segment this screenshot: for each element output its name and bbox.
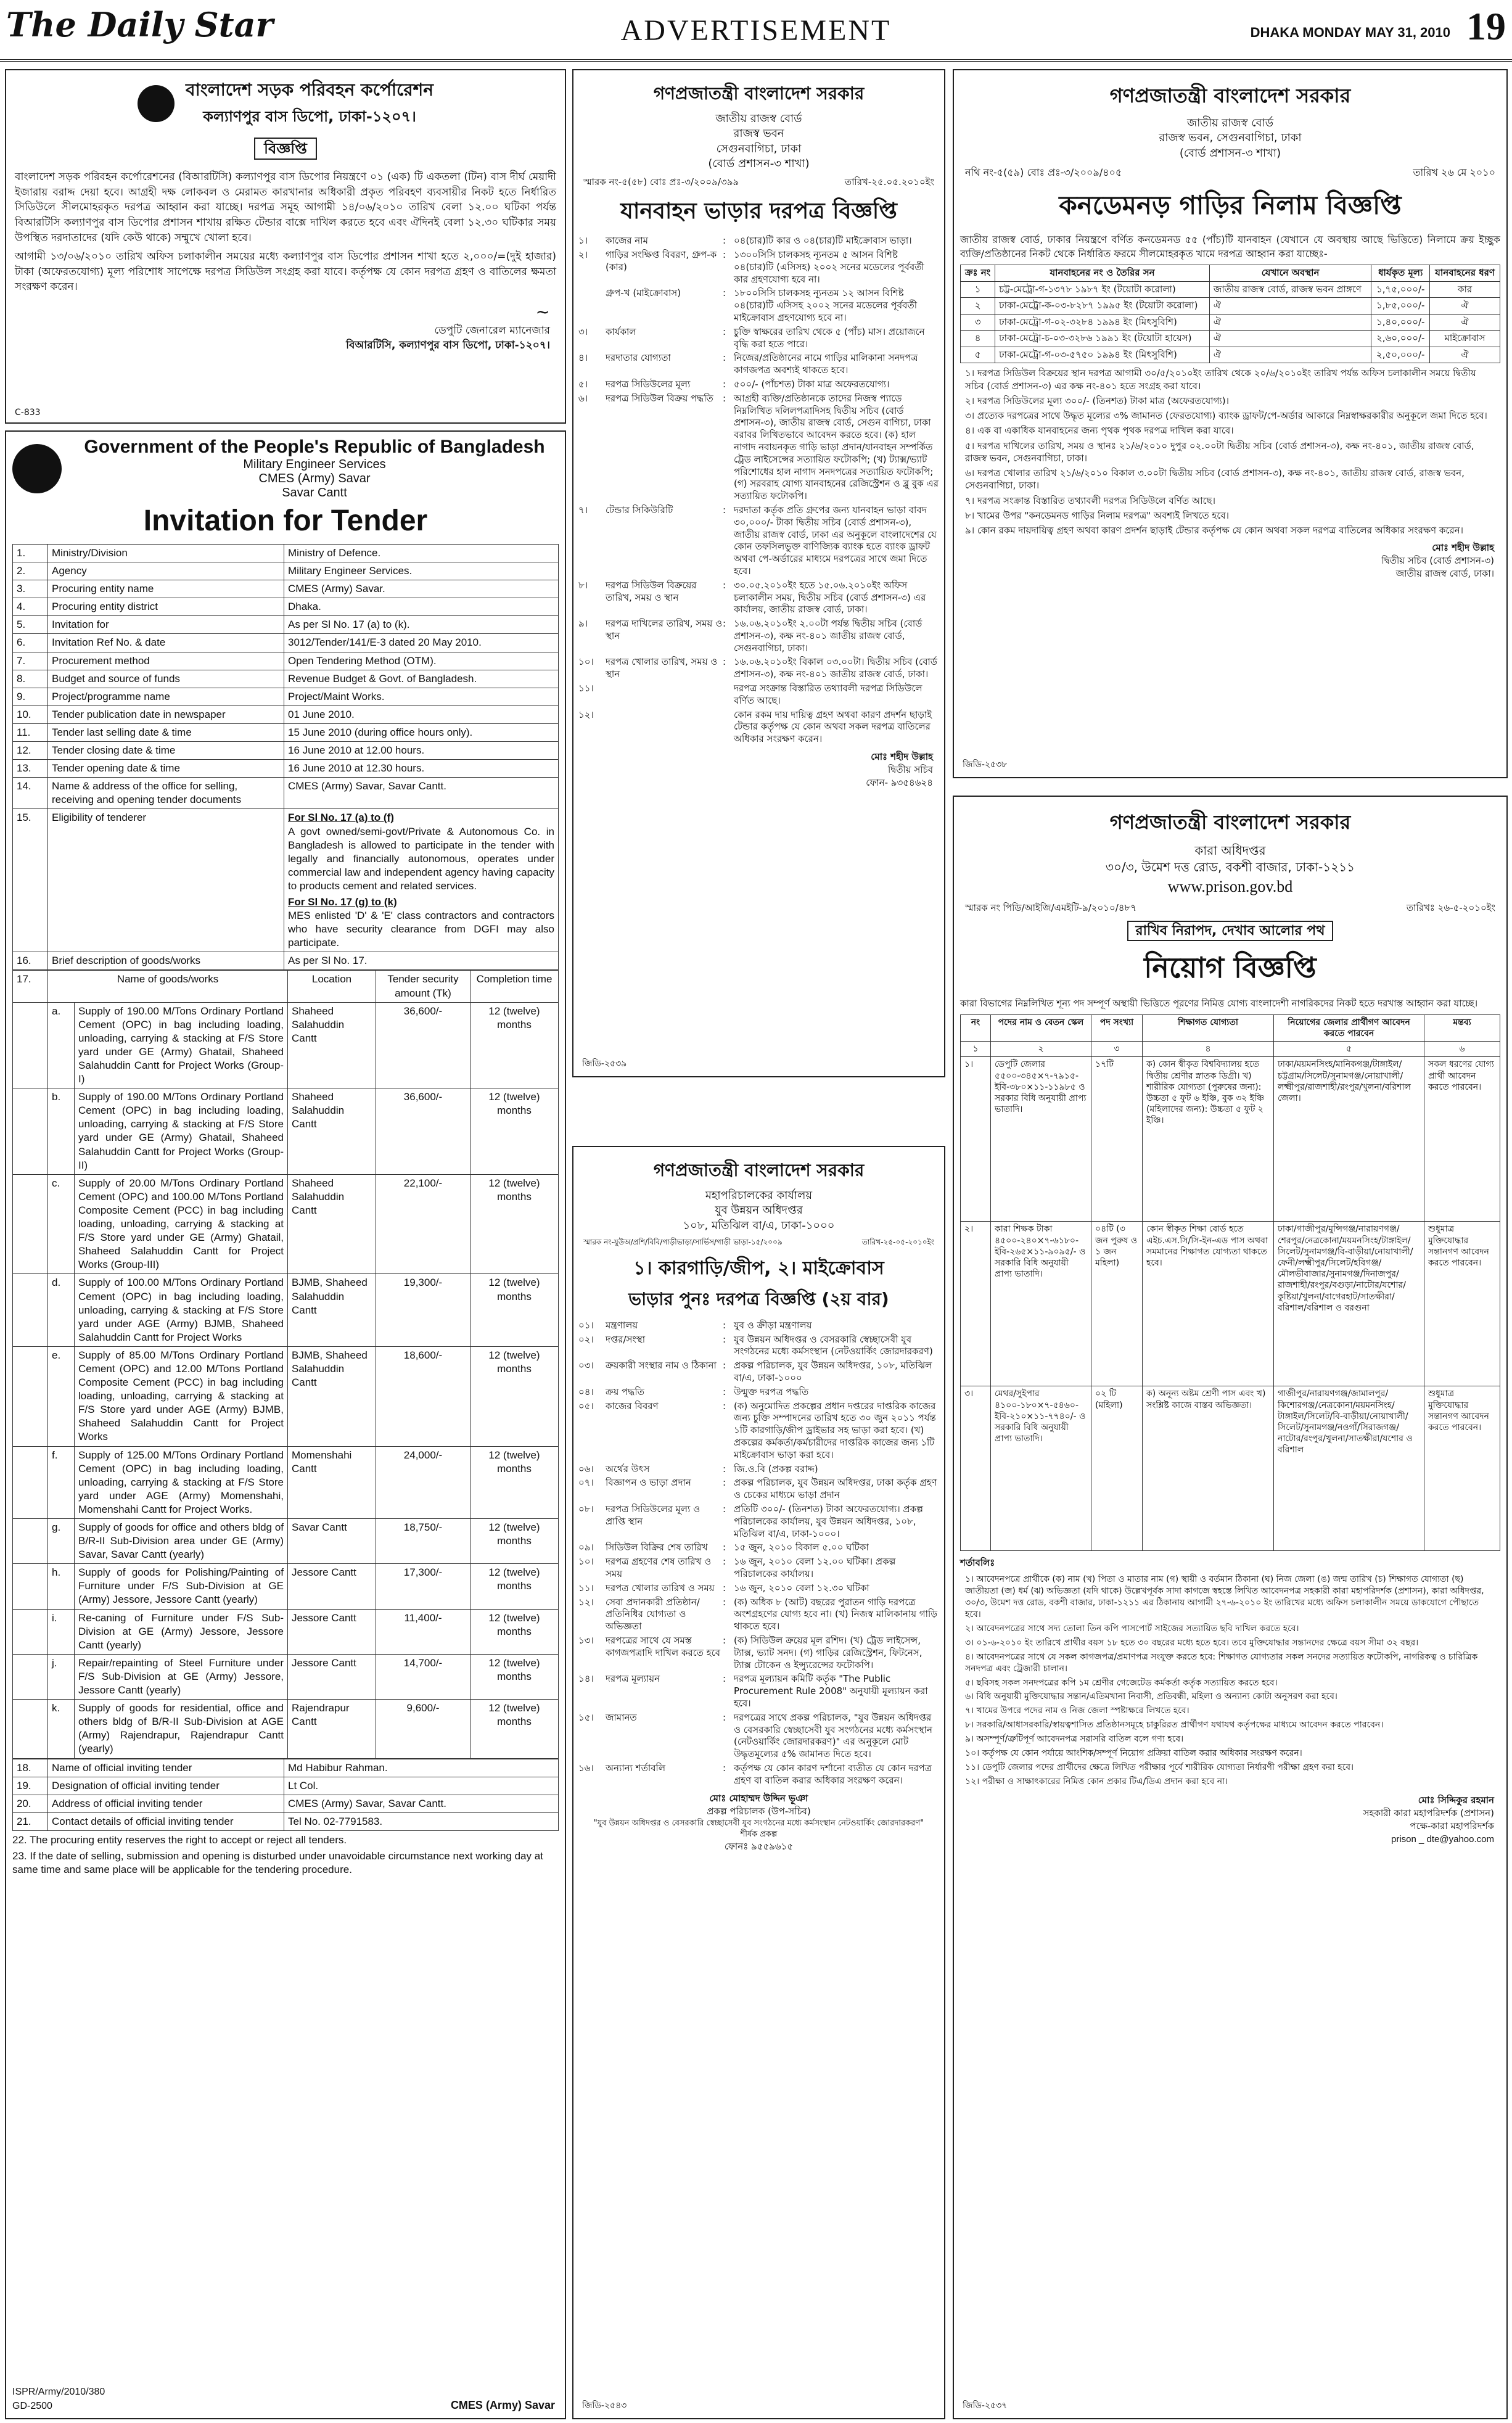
prison-term: ২। আবেদনপত্রের সাথে সদ্য তোলা তিন কপি পাসপোর্ট সাইজের সত্যায়িত ছবি দাখিল করতে হবে। [965,1623,1299,1634]
tender-code-2: GD-2500 [12,2400,52,2411]
dateline: DHAKA MONDAY MAY 31, 2010 [1250,25,1450,40]
nbrv-gov: গণপ্রজাতন্ত্রী বাংলাদেশ সরকার [653,83,865,104]
youth-sign-phone: ফোনঃ ৯৫৫৯৬১৫ [724,1840,794,1852]
table-row: 11. Tender last selling date & time 15 June 2010 (during office hours only). [13,723,559,741]
youth-sign-org: "যুব উন্নয়ন অধিদপ্তর ও বেসরকারি স্বেচ্ছাসেবী যুব সংগঠনের মধ্যে কর্মসংস্থান নেটওয়ার্কিং জোরদারকরণ" শীর্ষক প্রকল্প [593,1818,924,1839]
list-item: ০৮। দরপত্র সিডিউলের মূল্য ও প্রাপ্তি স্থান : প্রতিটি ৩০০/- (তিনশত) টাকা অফেরতযোগ্য। প্রকল্প পরিচালকের কার্যালয়, যুব উন্নয়ন অধিদপ্তর, ১০৮, মতিঝিল বা/এ, ঢাকা-১০০০। [578,1504,923,1539]
table-row: 13. Tender opening date & time 16 June 2010 at 12.30 hours. [13,760,559,778]
prison-sign-name: মোঃ সিদ্দিকুর রহমান [1418,1794,1494,1806]
auction-note: ২। দরপত্র সিডিউলের মূল্য ৩০০/- (তিনশত) টাকা মাত্র (অফেরতযোগ্য)। [965,395,1229,406]
auction-note: ৬। দরপত্র খোলার তারিখ ২১/৬/২০১০ বিকাল ৩.০০টা দ্বিতীয় সচিব (বোর্ড প্রশাসন-৩), কক্ষ নং-৪০১, জাতীয় রাজস্ব বোর্ড, রাজস্ব ভবন, সেগুনবাগিচা, ঢাকা। [965,467,1465,492]
list-item: ১৩। দরপত্রের সাথে যে সমস্ত কাগজপত্রাদি দাখিল করতে হবে : (ক) সিডিউল ক্রয়ের মূল রশিদ। (খ) ট্রেড লাইসেন্স, ট্যাক্স, ভ্যাট সনদ। (গ) গাড়ির রেজিস্ট্রেশন, ফিটনেস, ট্যাক্স টোকেন ও ইন্স্যুরেন্সের ফটোকপি। [578,1635,922,1671]
section-title: ADVERTISEMENT [620,14,892,47]
list-item: ১১। দরপত্র সংক্রান্ত বিস্তারিত তথ্যাবলী দরপত্র সিডিউলে বর্ণিত আছে। [578,683,922,706]
table-row: 14. Name & address of the office for selling, receiving and opening tender documents CMES (Army) Savar, Savar Cantt. [13,778,559,809]
page-number: 19 [1466,4,1506,48]
goods-row: a. Supply of 190.00 M/Tons Ordinary Portland Cement (OPC) in bag including loading, unloading, carrying & stacking at F/S Store yard under GE (Army) Ghatail, Shaheed Salahuddin Cantt for Project Works (Group-I) Shaheed Salahuddin Cantt 36,600/- 12 (twelve) months [13,1002,559,1088]
table-row: 1. Ministry/Division Ministry of Defence. [13,545,559,562]
goods-row: b. Supply of 190.00 M/Tons Ordinary Portland Cement (OPC) in bag including loading, unloading, carrying & stacking at F/S Store yard under GE (Army) Ghatail, Shaheed Salahuddin Cantt for Project Works (Group-II) Shaheed Salahuddin Cantt 36,600/- 12 (twelve) months [13,1088,559,1175]
table-row: 16. Brief description of goods/works As per Sl No. 17. [13,952,559,970]
youth-date: তারিখ-২৫-০৫-২০১০ইং [861,1237,934,1246]
tender-sub3: Savar Cantt [282,486,347,500]
nbrv-ref: স্মারক নং-৫(৫৮) বোঃ প্রঃ-৩/২০০৯/৩৯৯ [583,176,739,188]
nbr-vehicle-rental-notice [572,69,945,1077]
list-item: ০১। মন্ত্রণালয় : যুব ও ক্রীড়া মন্ত্রণালয় [578,1319,812,1331]
prison-posts-table: নং পদের নাম ও বেতন স্কেল পদ সংখ্যা শিক্ষাগত যোগ্যতা নিয়োগের জেলার প্রার্থীগণ আবেদন করতে পারবেন মন্তব্য ১ ২ ৩ ৪ ৫ ৬ ১। ডেপুটি জেলার ৫৫০০-৩৪৫×৭-৭৯১৫-ইবি-৩৮০×১১-১১৯৮৫ ও সরকার বিধি অনুযায়ী প্রাপ্য ভাতাদি। ১৭টি ক) কোন স্বীকৃত বিশ্ববিদ্যালয় হতে দ্বিতীয় শ্রেণীর স্নাতক ডিগ্রী। খ) শারীরিক যোগ্যতা (পুরুষের জন্য): উচ্চতা ৫ ফুট ৬ ইঞ্চি, বুক ৩২ ইঞ্চি (মহিলাদের জন্য): উচ্চতা ৫ ফুট ২ ইঞ্চি। ঢাকা/ময়মনসিংহ/মানিকগঞ্জ/টাঙ্গাইল/চট্টগ্রাম/সিলেট/সুনামগঞ্জ/নোয়াখালী/লক্ষ্মীপুর/রাজশাহী/রংপুর/খুলনা/বরিশাল জেলা। সকল ধরণের যোগ্য প্রার্থী আবেদন করতে পারবেন। ২। কারা শিক্ষক টাকা ৪৫০০-২৪০×৭-৬১৮০-ইবি-২৬৫×১১-৯০৯৫/- ও সরকারি বিধি অনুযায়ী প্রাপ্য ভাতাদি। ০৪টি (৩ জন পুরুষ ও ১ জন মহিলা) কোন স্বীকৃত শিক্ষা বোর্ড হতে এইচ.এস.সি/সি-ইন-এড পাস অথবা সমমানের শিক্ষাগত যোগ্যতা থাকতে হবে। ঢাকা/গাজীপুর/মুন্সিগঞ্জ/নারায়ণগঞ্জ/শেরপুর/নেত্রকোনা/ময়মনসিংহ/টাঙ্গাইল/সিলেট/সুনামগঞ্জ/বি-বাড়ীয়া/নোয়াখালী/ফেনী/লক্ষ্মীপুর/সিলেট/হবিগঞ্জ/মৌলভীবাজার/সুনামগঞ্জ/দিনাজপুর/রাজশাহী/রংপুর/বগুড়া/নাটোর/যশোর/কুষ্টিয়া/খুলনা/বাগেরহাট/সাতক্ষীরা/বরিশাল/বরিশাল ও বরগুনা শুধুমাত্র মুক্তিযোদ্ধার সন্তানগণ আবেদন করতে পারবেন। ৩। মেথর/সুইপার ৪১০০-১৮০×৭-৫৪৬০-ইবি-২১০×১১-৭৭৪০/- ও সরকারি বিধি অনুযায়ী প্রাপ্য ভাতাদি। ০২ টি (মহিলা) ক) অনূন্য অষ্টম শ্রেণী পাস এবং খ) সংশ্লিষ্ট কাজে বাস্তব অভিজ্ঞতা। গাজীপুর/নারায়ণগঞ্জ/জামালপুর/কিশোরগঞ্জ/নেত্রকোনা/ময়মনসিংহ/টাঙ্গাইল/সিলেট/বি-বাড়ীয়া/নোয়াখালী/সিলেট/সুনামগঞ্জ/নওগাঁ/সিরাজগঞ্জ/নাটোর/রংপুর/খুলনা/সাতক্ষীরা/যশোর ও বরিশাল শুধুমাত্র মুক্তিযোদ্ধার সন্তানগণ আবেদন করতে পারবেন। [960,1014,1500,1552]
list-item: ৭। টেন্ডার সিকিউরিটি : দরদাতা কর্তৃক প্রতি গ্রুপের জন্য যানবাহন ভাড়া বাবদ ৩০,০০০/- টাকা দ্বিতীয় সচিব (বোর্ড প্রশাসন-৩), জাতীয় রাজস্ব বোর্ড, ঢাকা এর অনুকূলে বাংলাদেশের যে কোন তফসিলভুক্ত বাণিজ্যিক ব্যাংক হতে ব্যাংক ড্রাফট অথবা পে-অর্ডারের মাধ্যমে দরপত্রের সাথে জমা দিতে হবে। [578,504,937,577]
goods-row: d. Supply of 100.00 M/Tons Ordinary Portland Cement (OPC) in bag including loading, unloading, carrying & stacking at F/S Store yard under AGE (Army) BJMB, Shaheed Salahuddin Cantt for Project Works BJMB, Shaheed Salahuddin Cantt 19,300/- 12 (twelve) months [13,1274,559,1346]
list-item: ৮। দরপত্র সিডিউল বিক্রয়ের তারিখ, সময় ও স্থান : ৩০.০৫.২০১০ইং হতে ১৫.০৬.২০১০ইং অফিস চলাকালীন সময়, দ্বিতীয় সচিব (বোর্ড প্রশাসন-৩) এর কার্যালয়, জাতীয় রাজস্ব বোর্ড, ঢাকা। [578,579,926,615]
youth-ref: স্মারক নং-যুউঅ/প্রশি/বিবি/গাড়ীভাড়া/সার্ভিস/গাড়ী ভাড়া-১৫/২০০৯ [583,1237,783,1246]
auction-note: ৮। খামের উপর "কনডেমনড গাড়ির নিলাম দরপত্র" অবশ্যই লিখতে হবে। [965,509,1230,521]
nbrv-sign-phone: ফোন- ৯৩৫৪৬২৪ [866,777,933,789]
prison-term: ১২। পরীক্ষা ও সাক্ষাৎকারের নিমিত্ত কোন প্রকার টিএ/ডিএ প্রদান করা হবে না। [965,1776,1228,1787]
masthead: The Daily Star [6,5,274,44]
list-item: ৩। কার্যকাল : চুক্তি স্বাক্ষরের তারিখ থেকে ৫ (পাঁচ) মাস। প্রয়োজনে বৃদ্ধি করা হতে পারে। [578,326,925,350]
auction-ref: নথি নং-৫(৫৯) বোঃ প্রঃ-৩/২০০৯/৪০৫ [965,166,1122,178]
list-item: ২। গাড়ির সংক্ষিপ্ত বিবরণ, গ্রুপ-ক (কার) : ১৩০০সিসি চালকসহ ন্যূনতম ৫ আসন বিশিষ্ট ০৪(চার)টি (এসিসহ) ২০০২ সনের মডেলের পূর্ববর্তী কার গ্রহণযোগ্য হবে না। [578,249,924,285]
tender-tail-table [12,1759,559,1831]
table-row: 6. Invitation Ref No. & date 3012/Tender/141/E-3 dated 20 May 2010. [13,634,559,652]
list-item: ৬। দরপত্র সিডিউল বিক্রয় পদ্ধতি : আগ্রহী ব্যক্তি/প্রতিষ্ঠানকে তাদের নিজস্ব প্যাডে নিম্নলিখিত দলিলপত্রাদিসহ দ্বিতীয় সচিব (বোর্ড প্রশাসন-৩), জাতীয় রাজস্ব বোর্ড, সেগুন বাগিচা, ঢাকা বরাবর লিখিতভাবে আবেদন করতে হবে। (ক) হাল নাগাদ নবায়নকৃত গাড়ি ভাড়া প্রদান/যানবাহন সম্পর্কিত ট্রেড লাইসেন্সের সত্যায়িত ফটোকপি; (খ) ট্যাক্স/ভ্যাট পরিশোধের হাল নাগাদ সনদপত্রের সত্যায়িত ফটোকপি; (গ) সরবরাহ যোগ্য যানবাহনের রেজিস্ট্রেশন ও ব্লু বুক এর সত্যায়িত ফটোকপি। [578,392,939,502]
nbrv-sign-name: মোঃ শহীদ উল্লাহ [871,751,933,763]
tender-title: Invitation for Tender [143,504,428,537]
prison-sign-title: সহকারী কারা মহাপরিদর্শক (প্রশাসন) [1363,1807,1494,1819]
nbrv-l3: সেগুনবাগিচা, ঢাকা [716,142,802,155]
youth-sign-title: প্রকল্প পরিচালক (উপ-সচিব) [707,1805,811,1817]
list-item: ০৩। ক্রয়কারী সংস্থার নাম ও ঠিকানা : প্রকল্প পরিচালক, যুব উন্নয়ন অধিদপ্তর, ১০৮, মতিঝিল বা/এ, ঢাকা-১০০০ [578,1360,932,1384]
auction-note: ৭। দরপত্র সংক্রান্ত বিস্তারিত তথ্যাবলী দরপত্র সিডিউলে বর্ণিত আছে। [965,495,1215,506]
auction-row: ৫ ঢাকা-মেট্রো-গ-০৩-৫৭৫০ ১৯৯৪ ইং (মিৎসুবিশি) ঐ ২,৫০,০০০/- ঐ [961,347,1500,363]
auction-code: জিডি-২৫৩৮ [963,760,1008,770]
list-item: ৯। দরপত্র দাখিলের তারিখ, সময় ও স্থান : ১৬.০৬.২০১০ইং ২.০০টা পর্যন্ত দ্বিতীয় সচিব (বোর্ড প্রশাসন-৩), কক্ষ নং-৪০১ জাতীয় রাজস্ব বোর্ড, সেগুনবাগিচা, ঢাকা। [578,618,922,654]
goods-table: 17. Name of goods/works Location Tender security amount (Tk) Completion time a. Supply of 190.00 M/Tons Ordinary Portland Cement (OPC) in bag including loading, unloading, carrying & stacking at F/S Store yard under GE (Army) Ghatail, Shaheed Salahuddin Cantt for Project Works (Group-I) Shaheed Salahuddin Cantt 36,600/- 12 (twelve) months b. Supply of 190.00 M/Tons Ordinary Portland Cement (OPC) in bag including loading, unloading, carrying & stacking at F/S Store yard under GE (Army) Ghatail, Shaheed Salahuddin Cantt for Project Works (Group-II) Shaheed Salahuddin Cantt 36,600/- 12 (twelve) months c. Supply of 20.00 M/Tons Ordinary Portland Cement (OPC) and 100.00 M/Tons Portland Composite Cement (PCC) in bag including loading, unloading, carrying & stacking at F/S Store yard under GE (Army) Ghatail, Shaheed Salahuddin Cantt for Project Works (Group-III) Shaheed Salahuddin Cantt 22,100/- 12 (twelve) months d. Supply of 100.00 M/Tons Ordinary Portland Cement (OPC) in bag including loading, unloading, carrying & stacking at F/S Store yard under AGE (Army) BJMB, Shaheed Salahuddin Cantt for Project Works BJMB, Shaheed Salahuddin Cantt 19,300/- 12 (twelve) months e. Supply of 85.00 M/Tons Ordinary Portland Cement (OPC) and 12.00 M/Tons Portland Composite Cement (PCC) in bag including loading, unloading, carrying & stacking at F/S Store yard under AGE (Army) BJMB, Shaheed Salahuddin Cantt for Project Works BJMB, Shaheed Salahuddin Cantt 18,600/- 12 (twelve) months f. Supply of 125.00 M/Tons Ordinary Portland Cement (OPC) in bag including loading, unloading, carrying & stacking at F/S Store yard under AGE (Army) Momenshahi, Momenshahi Cantt for Project Works. Momenshahi Cantt 24,000/- 12 (twelve) months g. Supply of goods for office and others bldg of B/R-II Sub-Division area under GE (Army) Savar, Savar Cantt (yearly) Savar Cantt 18,750/- 12 (twelve) months h. Supply of goods for Polishing/Painting of Furniture under F/S Sub-Division at GE (Army) Jessore, Jessore Cantt (yearly) Jessore Cantt 17,300/- 12 (twelve) months i. Re-caning of Furniture under F/S Sub-Division at GE (Army) Jessore, Jessore Cantt (yearly) Jessore Cantt 11,400/- 12 (twelve) months j. Repair/repainting of Steel Furniture under F/S Sub-Division at GE (Army) Jessore, Jessore Cantt (yearly) Jessore Cantt 14,700/- 12 (twelve) months k. Supply of goods for residential, office and others bldg of B/R-II Sub-Division at AGE (Army) Rajendrapur, Rajendrapur Cantt (yearly) Rajendrapur Cantt 9,600/- 12 (twelve) months [12,970,559,1758]
prison-web-link[interactable]: www.prison.gov.bd [1167,878,1293,895]
auction-sign-addr: জাতীয় রাজস্ব বোর্ড, ঢাকা। [1395,568,1494,580]
auction-row: ৩ ঢাকা-মেট্রো-গ-০২-৩২৮৪ ১৯৯৪ ইং (মিৎসুবিশি) ঐ ১,৪০,০০০/- ঐ [961,314,1500,331]
brtc-sign-title: ডেপুটি জেনারেল ম্যানেজার [434,324,550,337]
brtc-logo-icon [138,85,175,122]
prison-intro: কারা বিভাগের নিম্নলিখিত শূন্য পদ সম্পূর্ণ অস্থায়ী ভিত্তিতে পূরণের নিমিত্ত যোগ্য বাংলাদেশী নাগরিকদের নিকট হতে দরখাস্ত আহ্বান করা যাচ্ছে। [960,998,1478,1010]
table-row: 19. Designation of official inviting tender Lt Col. [13,1777,559,1795]
nbrv-title: যানবাহন ভাড়ার দরপত্র বিজ্ঞপ্তি [620,199,897,224]
prison-sign-for: পক্ষে-কারা মহাপরিদর্শক [1410,1820,1494,1832]
table-row: 5. Invitation for As per Sl No. 17 (a) to (k). [13,616,559,634]
prison-date: তারিখঃ ২৬-৫-২০১০ইং [1406,902,1495,914]
nbr-auction-notice [953,69,1508,778]
list-item: ১১। দরপত্র খোলার তারিখ ও সময় : ১৬ জুন, ২০১০ বেলা ১২.৩০ ঘটিকা [578,1582,869,1594]
prison-recruitment-notice [953,796,1508,2419]
prison-email-link[interactable]: prison _ dte@yahoo.com [1391,1833,1494,1845]
prison-term: ৬। বিধি অনুযায়ী মুক্তিযোদ্ধার সন্তান/এতিমখানা নিবাসী, প্রতিবন্ধী, মহিলা ও অন্যান্য কোটা অনুসরণ করা হবে। [965,1692,1337,1702]
auction-sign-name: মোঃ শহীদ উল্লাহ [1432,542,1494,554]
table-row: 15. Eligibility of tenderer For Sl No. 17 (a) to (f) A govt owned/semi-govt/Private & Autonomous Co. in Bangladesh is allowed to participate in the tender with legally and financially autonomous, operates under commercial law and independent agency having capacity to products cement and related services. For Sl No. 17 (g) to (k) MES enlisted 'D' & 'E' class contractors and contractors who have security clearance from DGFI may also participate. [13,809,559,952]
nbrv-l1: জাতীয় রাজস্ব বোর্ড [715,112,802,125]
goods-row: j. Repair/repainting of Steel Furniture under F/S Sub-Division at GE (Army) Jessore, Jessore Cantt (yearly) Jessore Cantt 14,700/- 12 (twelve) months [13,1654,559,1699]
list-item: ০৫। কাজের বিবরণ : (ক) অনুমোদিত প্রকল্পের প্রধান দপ্তরের দাপ্তরিক কাজের জন্য চুক্তি সম্পাদনের তারিখ হতে ৩০ জুন ২০১১ পর্যন্ত ১টি কারগাড়ি/জীপ ড্রাইভার সহ ভাড়া করা হবে। (খ) প্রকল্পের কর্মকর্তা/কর্মচারীদের দাপ্তরিক কাজের জন্য ১টি মাইক্রোবাস ভাড়া করা হবে। [578,1400,936,1460]
army-emblem-icon [12,444,62,493]
goods-row: k. Supply of goods for residential, office and others bldg of B/R-II Sub-Division at AGE (Army) Rajendrapur, Rajendrapur Cantt (yearly) Rajendrapur Cantt 9,600/- 12 (twelve) months [13,1700,559,1758]
auction-l3: (বোর্ড প্রশাসন-৩ শাখা) [1179,146,1281,160]
brtc-notice [5,69,566,424]
brtc-body-2: আগামী ১৩/০৬/২০১০ তারিখ অফিস চলাকালীন সময়ের মধ্যে কল্যাণপুর বাস ডিপোর প্রশাসন শাখা হতে ২,০০০/=(দুই হাজার) টাকা (অফেরতযোগ্য) মূল্য পরিশোধ সাপেক্ষে দরপত্র সিডিউল সংগ্রহ করা যাবে। কর্তৃপক্ষ যে কোন দরপত্র গ্রহণ ও বাতিলের ক্ষমতা সংরক্ষণ করেন। [15,250,556,294]
signature-mark: ~ [535,302,550,323]
goods-header-name: Name of goods/works [48,971,288,1002]
nbrv-l2: রাজস্ব ভবন [733,127,784,141]
tender-note-23: 23. If the date of selling, submission and opening is disturbed under unavoidable circumstance next working day at same time and same place will be applicable for the tendering procedure. [12,1849,543,1876]
list-item: ০৪। ক্রয় পদ্ধতি : উন্মুক্ত দরপত্র পদ্ধতি [578,1386,809,1397]
youth-code: জিডি-২৫৪৩ [582,2401,627,2411]
auction-row: ৪ ঢাকা-মেট্রো-চ-০৩-৩২৮৬ ১৯৯১ ইং (টয়োটা হায়েস) ঐ ২,৬০,০০০/- মাইক্রোবাস [961,331,1500,347]
auction-note: ৪। এক বা একাধিক যানবাহনের জন্য পৃথক পৃথক দরপত্র দাখিল করা যাবে। [965,425,1234,437]
auction-note: ৩। প্রত্যেক দরপত্রের সাথে উদ্ধৃত মূল্যের ৩% জামানত (ফেরতযোগ্য) ব্যাংক ড্রাফট/পে-অর্ডার আকারে নিম্নস্বাক্ষরকারীর অনুকূলে জমা দিতে হবে। [965,410,1487,422]
post-row: ৩। মেথর/সুইপার ৪১০০-১৮০×৭-৫৪৬০-ইবি-২১০×১১-৭৭৪০/- ও সরকারি বিধি অনুযায়ী প্রাপ্য ভাতাদি। ০২ টি (মহিলা) ক) অনূন্য অষ্টম শ্রেণী পাস এবং খ) সংশ্লিষ্ট কাজে বাস্তব অভিজ্ঞতা। গাজীপুর/নারায়ণগঞ্জ/জামালপুর/কিশোরগঞ্জ/নেত্রকোনা/ময়মনসিংহ/টাঙ্গাইল/সিলেট/বি-বাড়ীয়া/নোয়াখালী/সিলেট/সুনামগঞ্জ/নওগাঁ/সিরাজগঞ্জ/নাটোর/রংপুর/খুলনা/সাতক্ষীরা/যশোর ও বরিশাল শুধুমাত্র মুক্তিযোদ্ধার সন্তানগণ আবেদন করতে পারবেন। [961,1386,1500,1551]
goods-row: h. Supply of goods for Polishing/Painting of Furniture under F/S Sub-Division at GE (Army) Jessore, Jessore Cantt (yearly) Jessore Cantt 17,300/- 12 (twelve) months [13,1564,559,1609]
list-item: ০২। দপ্তর/সংস্থা : যুব উন্নয়ন অধিদপ্তর ও বেসরকারি স্বেচ্ছাসেবী যুব সংগঠনের মধ্যে কর্মসংস্থান (নেটওয়ার্কিং জোরদারকরণ) [578,1333,933,1357]
list-item: ১। কাজের নাম : ০৪(চার)টি কার ও ০৪(চার)টি মাইক্রোবাস ভাড়া। [578,235,912,247]
youth-title-2: ভাড়ার পুনঃ দরপত্র বিজ্ঞপ্তি (২য় বার) [628,1288,889,1309]
auction-sign-title: দ্বিতীয় সচিব (বোর্ড প্রশাসন-৩) [1381,555,1494,567]
table-row: 21. Contact details of official inviting tender Tel No. 02-7791583. [13,1812,559,1830]
post-row: ২। কারা শিক্ষক টাকা ৪৫০০-২৪০×৭-৬১৮০-ইবি-২৬৫×১১-৯০৯৫/- ও সরকারি বিধি অনুযায়ী প্রাপ্য ভাতাদি। ০৪টি (৩ জন পুরুষ ও ১ জন মহিলা) কোন স্বীকৃত শিক্ষা বোর্ড হতে এইচ.এস.সি/সি-ইন-এড পাস অথবা সমমানের শিক্ষাগত যোগ্যতা থাকতে হবে। ঢাকা/গাজীপুর/মুন্সিগঞ্জ/নারায়ণগঞ্জ/শেরপুর/নেত্রকোনা/ময়মনসিংহ/টাঙ্গাইল/সিলেট/সুনামগঞ্জ/বি-বাড়ীয়া/নোয়াখালী/ফেনী/লক্ষ্মীপুর/সিলেট/হবিগঞ্জ/মৌলভীবাজার/সুনামগঞ্জ/দিনাজপুর/রাজশাহী/রংপুর/বগুড়া/নাটোর/যশোর/কুষ্টিয়া/খুলনা/বাগেরহাট/সাতক্ষীরা/বরিশাল/বরিশাল ও বরগুনা শুধুমাত্র মুক্তিযোদ্ধার সন্তানগণ আবেদন করতে পারবেন। [961,1222,1500,1386]
goods-row: f. Supply of 125.00 M/Tons Ordinary Portland Cement (OPC) in bag including loading, unloading, carrying & stacking at F/S Store yard under AGE (Army) Momenshahi, Momenshahi Cantt for Project Works. Momenshahi Cantt 24,000/- 12 (twelve) months [13,1446,559,1518]
list-item: ০৭। বিজ্ঞাপন ও ভাড়া প্রদান : প্রকল্প পরিচালক, যুব উন্নয়ন অধিদপ্তর, ঢাকা কর্তৃক গ্রহণ ও চেকের মাধ্যমে ভাড়া প্রদান [578,1477,937,1501]
prison-terms-title: শর্তাবলিঃ [960,1557,995,1569]
goods-header-completion: Completion time [470,971,559,1002]
table-row: 10. Tender publication date in newspaper 01 June 2010. [13,706,559,723]
prison-term: ৮। সরকারি/আধাসরকারি/স্বায়ত্বশাসিত প্রতিষ্ঠানসমূহে চাকুরিরত প্রার্থীগণ যথাযথ কর্তৃপক্ষের মাধ্যমে আবেদন করতে পারবেন। [965,1720,1384,1730]
table-row: 7. Procurement method Open Tendering Method (OTM). [13,652,559,670]
prison-l2: ৩০/৩, উমেশ দত্ত রোড, বকশী বাজার, ঢাকা-১২১১ [1105,860,1355,874]
table-row: 2. Agency Military Engineer Services. [13,562,559,580]
goods-row: i. Re-caning of Furniture under F/S Sub-Division at GE (Army) Jessore, Jessore Cantt (yearly) Jessore Cantt 11,400/- 12 (twelve) months [13,1609,559,1654]
list-item: ০৬। অর্থের উৎস : জি.ও.বি (প্রকল্প বরাদ্দ) [578,1463,818,1475]
list-item: ৫। দরপত্র সিডিউলের মূল্য : ৫০০/- (পাঁচশত) টাকা মাত্র অফেরতযোগ্য। [578,378,890,390]
goods-row: e. Supply of 85.00 M/Tons Ordinary Portland Cement (OPC) and 12.00 M/Tons Portland Composite Cement (PCC) in bag including loading, unloading, carrying & stacking at F/S Store yard under AGE (Army) BJMB, Shaheed Salahuddin Cantt for Project Works BJMB, Shaheed Salahuddin Cantt 18,600/- 12 (twelve) months [13,1346,559,1446]
prison-term: ৩। ০১-৬-২০১০ ইং তারিখে প্রার্থীর বয়স ১৮ হতে ৩০ বছরের মধ্যে হতে হবে। তবে মুক্তিযোদ্ধার সন্তানদের ক্ষেত্রে বয়স সীমা ৩২ বছর। [965,1637,1419,1648]
nbrv-l4: (বোর্ড প্রশাসন-৩ শাখা) [708,157,810,170]
prison-slogan: রাখিব নিরাপদ, দেখাব আলোর পথ [1127,921,1334,941]
youth-sign-name: মোঃ মোহাম্মদ উদ্দিন ভূঞা [709,1792,808,1804]
tender-code-1: ISPR/Army/2010/380 [12,2387,105,2398]
prison-term: ১০। কর্তৃপক্ষ যে কোন পর্যায়ে আংশিক/সম্পূর্ণ নিয়োগ প্রক্রিয়া বাতিল করার অধিকার সংরক্ষণ করেন। [965,1748,1302,1758]
youth-rental-notice [572,1146,945,2419]
list-item: ১২। কোন রকম দায় দায়িত্ব গ্রহণ অথবা কারণ প্রদর্শন ছাড়াই টেন্ডার কর্তৃপক্ষ যে কোন অথবা সকল দরপত্র বাতিলের অধিকার সংরক্ষণ করেন। [578,709,932,745]
tender-info-table [12,544,559,970]
youth-l2: যুব উন্নয়ন অধিদপ্তর [715,1204,803,1217]
goods-row: g. Supply of goods for office and others bldg of B/R-II Sub-Division area under GE (Army) Savar, Savar Cantt (yearly) Savar Cantt 18,750/- 12 (twelve) months [13,1519,559,1564]
youth-rows [578,1320,939,1787]
list-item: ১৫। জামানত : দরপত্রের সাথে প্রকল্প পরিচালক, "যুব উন্নয়ন অধিদপ্তর ও বেসরকারি স্বেচ্ছাসেবী যুব সংগঠনের মধ্যে কর্মসংস্থান (নেটওয়ার্কিং জোরদারকরণ)" এর অনুকূলে মোট উদ্ধৃতমূল্যের ৫% জামানত দিতে হবে। [578,1711,932,1760]
table-row: 9. Project/programme name Project/Maint Works. [13,688,559,706]
brtc-title: বিজ্ঞপ্তি [254,138,317,160]
cmes-tender-notice [5,430,566,2419]
prison-term: ১। আবেদনপত্রে প্রার্থীকে (ক) নাম (খ) পিতা ও মাতার নাম (গ) স্থায়ী ও বর্তমান ঠিকানা (ঘ) নিজ জেলা (ঙ) জন্ম তারিখ (চ) শিক্ষাগত যোগ্যতা (ছ) জাতীয়তা (জ) ধর্ম (ঝ) অভিজ্ঞতা (যদি থাকে) উল্লেখপূর্বক সাদা কাগজে স্বহস্তে লিখিত আবেদনপত্র সহকারী কারা মহাপরিদর্শক (প্রশাসন), কারা অধিদপ্তর, ৩০/৩, উমেশ দত্ত রোড, বকশী বাজার, ঢাকা-১২১১ এর ঠিকানায় আগামী ২৭-৬-২০১০ ইং তারিখের মধ্যে অফিস চলাকালীন সময়ে ডাকযোগে পৌছাতে হবে। [965,1574,1484,1620]
brtc-code: C-833 [15,408,41,418]
prison-term: ৪। আবেদনপত্রের সাথে যে সকল কাগজপত্র/প্রমাণপত্র সংযুক্ত করতে হবে: শিক্ষাগত যোগ্যতার সকল সনদের সত্যায়িত ফটোকপি, নাগরিকত্ব ও চারিত্রিক সনদপত্র এবং ট্রেজারী চালান। [965,1652,1478,1674]
brtc-body-1: বাংলাদেশ সড়ক পরিবহন কর্পোরেশনের (বিআরটিসি) কল্যাণপুর বাস ডিপোর নিয়ন্ত্রণে ০১ (এক) টি একতলা (টিন) বাস দীর্ঘ মেয়াদী ইজারায় বরাদ্দ দেয়া হবে। আগ্রহী দক্ষ লোকবল ও মেরামত কারখানার অধিকারী প্রকৃত পরিবহণ ব্যবসায়ীর নিকট হতে নির্ধারিত সিডিউলে সীলমোহরকৃত দরপত্র আহ্বান করা যাচ্ছে। দরপত্র সমূহ আগামী ১৪/০৬/২০১০ তারিখ বেলা ১২.০০ ঘটিকা পর্যন্ত বিআরটিসি কল্যাণপুর বাস ডিপোর প্রশাসন শাখায় রক্ষিত টেন্ডার বাক্সে দাখিল করতে হবে এবং ঐদিনই বেলা ১২.৩০ ঘটিকার সময় উপস্থিত দরদাতাদের (যদি কেউ থাকে) সম্মুখে খোলা হবে। [15,171,556,244]
table-row: 8. Budget and source of funds Revenue Budget & Govt. of Bangladesh. [13,670,559,688]
auction-title: কনডেমনড় গাড়ির নিলাম বিজ্ঞপ্তি [1059,189,1402,220]
auction-date: তারিখ ২৬ মে ২০১০ [1413,166,1495,178]
list-item: ১০। দরপত্র খোলার তারিখ, সময় ও স্থান : ১৬.০৬.২০১০ইং বিকাল ০৩.০০টা। দ্বিতীয় সচিব (বোর্ড প্রশাসন-৩), কক্ষ নং-৪০১ জাতীয় রাজস্ব বোর্ড, ঢাকা। [578,656,937,680]
post-row: ১। ডেপুটি জেলার ৫৫০০-৩৪৫×৭-৭৯১৫-ইবি-৩৮০×১১-১১৯৮৫ ও সরকার বিধি অনুযায়ী প্রাপ্য ভাতাদি। ১৭টি ক) কোন স্বীকৃত বিশ্ববিদ্যালয় হতে দ্বিতীয় শ্রেণীর স্নাতক ডিগ্রী। খ) শারীরিক যোগ্যতা (পুরুষের জন্য): উচ্চতা ৫ ফুট ৬ ইঞ্চি, বুক ৩২ ইঞ্চি (মহিলাদের জন্য): উচ্চতা ৫ ফুট ২ ইঞ্চি। ঢাকা/ময়মনসিংহ/মানিকগঞ্জ/টাঙ্গাইল/চট্টগ্রাম/সিলেট/সুনামগঞ্জ/নোয়াখালী/লক্ষ্মীপুর/রাজশাহী/রংপুর/খুলনা/বরিশাল জেলা। সকল ধরণের যোগ্য প্রার্থী আবেদন করতে পারবেন। [961,1057,1500,1222]
youth-gov: গণপ্রজাতন্ত্রী বাংলাদেশ সরকার [653,1160,865,1180]
prison-title: নিয়োগ বিজ্ঞপ্তি [1144,951,1317,985]
auction-intro: জাতীয় রাজস্ব বোর্ড, ঢাকার নিয়ন্ত্রণে বর্ণিত কনডেমনড ৫৫ (পাঁচ)টি যানবাহন (যেখানে যে অবস্থায় আছে ভিত্তিতে) নিলামে ক্রয় ইচ্ছুক ব্যক্তি/প্রতিষ্ঠানের নিকট থেকে নির্ধারিত ফরমে সীলমোহরকৃত খামে দরপত্র আহ্বান করা যাচ্ছেঃ- [960,233,1500,260]
list-item: ১৪। দরপত্র মূল্যায়ন : দরপত্র মূল্যায়ন কমিটি কর্তৃক "The Public Procurement Rule 2008" অনুযায়ী মূল্যায়ন করা হবে। [578,1673,928,1709]
goods-row: c. Supply of 20.00 M/Tons Ordinary Portland Cement (OPC) and 100.00 M/Tons Portland Composite Cement (PCC) in bag including loading, unloading, carrying & stacking at F/S Store yard under GE (Army) Ghatail, Shaheed Salahuddin Cantt for Project Works (Group-III) Shaheed Salahuddin Cantt 22,100/- 12 (twelve) months [13,1174,559,1274]
auction-notes [960,367,1500,537]
goods-header-location: Location [288,971,376,1002]
list-item: ৪। দরদাতার যোগ্যতা : নিজের/প্রতিষ্ঠানের নামে গাড়ির মালিকানা সনদপত্র কাগজপত্র অবশ্যই থাকতে হবে। [578,352,918,376]
brtc-sign-addr: বিআরটিসি, কল্যাণপুর বাস ডিপো, ঢাকা-১২০৭। [346,339,550,352]
prison-term: ৭। খামের উপরে পদের নাম ও নিজ জেলা স্পষ্টাক্ষরে লিখতে হবে। [965,1706,1189,1716]
nbrv-code: জিডি-২৫৩৯ [582,1059,627,1069]
nbrv-rows [578,235,939,746]
table-row: 20. Address of official inviting tender CMES (Army) Savar, Savar Cantt. [13,1795,559,1812]
auction-l1: জাতীয় রাজস্ব বোর্ড [1187,117,1273,130]
youth-l1: মহাপরিচালকের কার্যালয় [705,1189,813,1202]
auction-l2: রাজস্ব ভবন, সেগুনবাগিচা, ঢাকা [1159,131,1302,145]
auction-note: ৫। দরপত্র দাখিলের তারিখ, সময় ও স্থানঃ ২১/৬/২০১০ দুপুর ০২.০০টা দ্বিতীয় সচিব (বোর্ড প্রশাসন-৩), কক্ষ নং-৪০১, জাতীয় রাজস্ব বোর্ড, রাজস্ব ভবন, সেগুনবাগিচা, ঢাকা। [965,440,1474,464]
brtc-addr: কল্যাণপুর বাস ডিপো, ঢাকা-১২০৭। [203,108,416,125]
youth-l3: ১০৮, মতিঝিল বা/এ, ঢাকা-১০০০ [683,1219,835,1232]
youth-title-1: ১। কারগাড়ি/জীপ, ২। মাইক্রোবাস [633,1257,884,1279]
goods-header-security: Tender security amount (Tk) [376,971,470,1002]
tender-gov: Government of the People's Republic of Bangladesh [84,437,545,457]
list-item: ১২। সেবা প্রদানকারী প্রতিষ্ঠান/প্রতিনিধির যোগ্যতা ও অভিজ্ঞতা : (ক) অধিক ৮ (আট) বছরের পুরাতন গাড়ি দরপত্রে অংশগ্রহণের যোগ্য হবে না। (খ) নিজস্ব মালিকানায় গাড়ি থাকতে হবে। [578,1596,938,1632]
prison-code: জিডি-২৫৩৭ [963,2401,1008,2411]
table-row: 12. Tender closing date & time 16 June 2010 at 12.00 hours. [13,742,559,760]
tender-sub2: CMES (Army) Savar [258,472,371,485]
prison-ref: স্মারক নং পিডি/আইজি/এমইটি-৯/২০১০/৪৮৭ [965,902,1137,914]
prison-gov: গণপ্রজাতন্ত্রী বাংলাদেশ সরকার [1109,810,1351,834]
prison-terms [960,1574,1500,1787]
tender-footer-sign: CMES (Army) Savar [450,2399,555,2411]
prison-l1: কারা অধিদপ্তর [1194,843,1266,858]
auction-gov: গণপ্রজাতন্ত্রী বাংলাদেশ সরকার [1109,84,1351,107]
auction-row: ২ ঢাকা-মেট্রো-ক-০৩-৮২৮৭ ১৯৯৫ ইং (টয়োটা করোলা) ঐ ১,৮৫,০০০/- ঐ [961,298,1500,315]
list-item: ০৯। সিডিউল বিক্রির শেষ তারিখ : ১৫ জুন, ২০১০ বিকাল ৫.০০ ঘটিকা [578,1542,869,1553]
nbrv-sign-title: দ্বিতীয় সচিব [888,764,933,776]
list-item: ১৬। অন্যান্য শর্তাবলি : কর্তৃপক্ষ যে কোন কারণ দর্শানো ব্যতীত যে কোন দরপত্র গ্রহণ বা বাতিল করার অধিকার সংরক্ষণ করেন। [578,1762,932,1786]
list-item: ১০। দরপত্র গ্রহণের শেষ তারিখ ও সময় : ১৬ জুন, ২০১০ বেলা ১২.০০ ঘটিকা। প্রকল্প পরিচালকের কার্যালয়। [578,1556,896,1580]
nbrv-date: তারিখ-২৫.০৫.২০১০ইং [844,176,934,188]
auction-note: ৯। কোন রকম দায়দায়িত্ব গ্রহণ অথবা কারণ প্রদর্শন ছাড়াই টেন্ডার কর্তৃপক্ষ যে কোন অথবা সকল দরপত্র বাতিলের অধিকার সংরক্ষণ করেন। [965,525,1463,537]
table-row: 18. Name of official inviting tender Md Habibur Rahman. [13,1759,559,1777]
list-item: গ্রুপ-খ (মাইক্রোবাস) : ১৮০০সিসি চালকসহ ন্যূনতম ১২ আসন বিশিষ্ট ০৪(চার)টি এসিসহ ২০০২ সনের মডেলের পূর্ববর্তী মাইক্রোবাস গ্রহণযোগ্য হবে না। [606,287,918,323]
auction-row: ১ চট্ট-মেট্রো-গ-১৩৭৮ ১৯৮৭ ইং (টয়োটা করোলা) জাতীয় রাজস্ব বোর্ড, রাজস্ব ভবন প্রাঙ্গণে ১,৭৫,০০০/- কার [961,281,1500,298]
brtc-org: বাংলাদেশ সড়ক পরিবহন কর্পোরেশন [186,80,433,100]
table-row: 3. Procuring entity name CMES (Army) Savar. [13,580,559,598]
tender-note-22: 22. The procuring entity reserves the right to accept or reject all tenders. [12,1833,347,1846]
tender-sub1: Military Engineer Services [243,458,386,471]
auction-note: ১। দরপত্র সিডিউল বিক্রয়ের স্থান দরপত্র আগামী ৩০/৫/২০১০ইং তারিখ থেকে ২০/৬/২০১০ইং তারিখ পর্যন্ত অফিস চলাকালীন সময়ে দ্বিতীয় সচিব (বোর্ড প্রশাসন-৩) এর কক্ষ নং-৪০১ হতে সংগ্রহ করা যাবে। [965,368,1476,392]
prison-term: ১১। ডেপুটি জেলার পদের প্রার্থীদের ক্ষেত্রে লিখিত পরীক্ষার পূর্বে শারীরিক যোগ্যতা নির্ধারণী পরীক্ষা গ্রহণ করা হবে। [965,1762,1354,1772]
prison-term: ৯। অসম্পূর্ণ/ত্রুটিপূর্ণ আবেদনপত্র সরাসরি বাতিল বলে গণ্য হবে। [965,1734,1184,1745]
table-row: 4. Procuring entity district Dhaka. [13,598,559,616]
prison-term: ৫। ছবিসহ সকল সনদপত্রের কপি ১ম শ্রেণীর গেজেটেড কর্মকর্তা কর্তৃক সত্যায়িত করতে হবে। [965,1677,1278,1688]
auction-table: ক্রঃ নং যানবাহনের নং ও তৈরির সন যেখানে অবস্থান ধার্যকৃত মূল্য যানবাহনের ধরণ ১ চট্ট-মেট্রো-গ-১৩৭৮ ১৯৮৭ ইং (টয়োটা করোলা) জাতীয় রাজস্ব বোর্ড, রাজস্ব ভবন প্রাঙ্গণে ১,৭৫,০০০/- কার ২ ঢাকা-মেট্রো-ক-০৩-৮২৮৭ ১৯৯৫ ইং (টয়োটা করোলা) ঐ ১,৮৫,০০০/- ঐ ৩ ঢাকা-মেট্রো-গ-০২-৩২৮৪ ১৯৯৪ ইং (মিৎসুবিশি) ঐ ১,৪০,০০০/- ঐ ৪ ঢাকা-মেট্রো-চ-০৩-৩২৮৬ ১৯৯১ ইং (টয়োটা হায়েস) ঐ ২,৬০,০০০/- মাইক্রোবাস ৫ ঢাকা-মেট্রো-গ-০৩-৫৭৫০ ১৯৯৪ ইং (মিৎসুবিশি) ঐ ২,৫০,০০০/- ঐ [960,265,1500,363]
page-header [0,0,1512,62]
